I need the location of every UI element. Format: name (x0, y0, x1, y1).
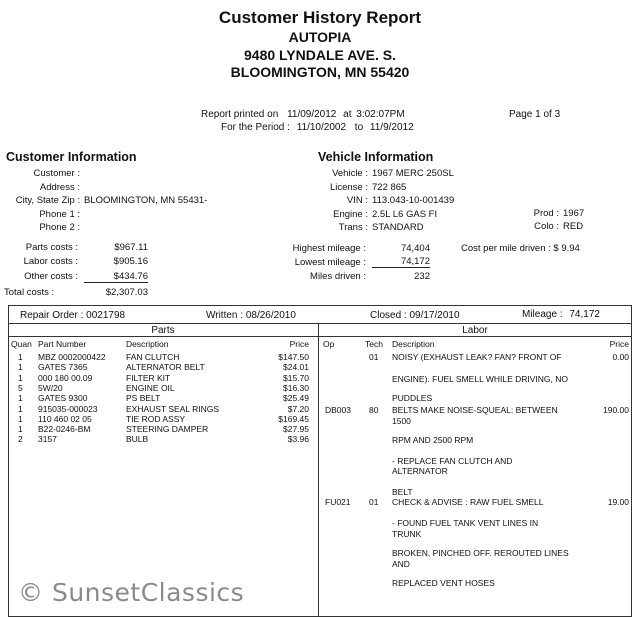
written-date (206, 310, 296, 321)
customer-heading: Customer Information (6, 150, 137, 164)
parts-row-price: $147.50 (278, 352, 309, 362)
col-op: Op (323, 339, 335, 349)
color-value: RED (563, 221, 584, 232)
parts-row-description: ALTERNATOR BELT (126, 362, 205, 373)
parts-row-description: EXHAUST SEAL RINGS (126, 403, 220, 414)
customer-field-label: Customer : (33, 168, 80, 179)
business-name: AUTOPIA (288, 29, 352, 45)
parts-row-quan: 1 (18, 393, 23, 404)
cost-per-mile-label: Cost per mile driven : (461, 243, 551, 254)
highest-mileage-label: Highest mileage : (292, 243, 366, 254)
order-mileage (522, 309, 600, 320)
vehicle-field-value: 1967 MERC 250SL (372, 168, 454, 179)
order-mileage-label: Mileage : (522, 309, 563, 320)
parts-row-part-number: 110 460 02 05 (38, 413, 92, 424)
vehicle-field-value: 722 865 (372, 181, 407, 193)
parts-row-description: ENGINE OIL (126, 382, 175, 393)
parts-row-description: FILTER KIT (126, 372, 171, 383)
period-from: 11/10/2002 (296, 122, 347, 133)
labor-row-description: NOISY (EXHAUST LEAK? FAN? FRONT OF (392, 352, 562, 362)
parts-row-part-number: GATES 7365 (38, 362, 88, 373)
labor-heading: Labor (462, 325, 488, 336)
parts-row-quan: 1 (18, 362, 23, 373)
period-to-word: to (354, 122, 364, 133)
repair-order (20, 310, 125, 321)
parts-row-description: STEERING DAMPER (126, 424, 209, 435)
parts-row-part-number: 5W/20 (38, 382, 63, 393)
period-line (221, 122, 414, 133)
cost-value: $905.16 (113, 256, 148, 267)
labor-row-op: DB003 (325, 405, 351, 415)
labor-row-price: 190.00 (603, 405, 629, 415)
parts-row-part-number: GATES 9300 (38, 393, 88, 404)
parts-row-quan: 1 (18, 372, 23, 383)
parts-row-price: $15.70 (283, 372, 309, 383)
prod-value: 1967 (563, 208, 585, 219)
business-address-line1: 9480 LYNDALE AVE. S. (244, 47, 396, 63)
vehicle-field-label: Vehicle : (332, 168, 368, 179)
printed-label: Report printed on (201, 109, 279, 120)
parts-row-price: $27.95 (283, 424, 309, 435)
labor-row-tech: 80 (369, 405, 379, 415)
vehicle-field-value: STANDARD (372, 222, 424, 233)
labor-row-op: FU021 (325, 497, 351, 507)
parts-heading: Parts (151, 325, 175, 336)
labor-row-description: 1500 (392, 416, 411, 426)
customer-field-value: BLOOMINGTON, MN 55431- (84, 195, 208, 206)
cost-label: Other costs : (24, 271, 78, 282)
parts-row-price: $7.20 (287, 403, 309, 414)
vehicle-field-label: License : (329, 181, 368, 193)
parts-row-description: PS BELT (126, 393, 161, 404)
parts-row-quan: 1 (18, 403, 23, 414)
parts-row-price: $16.30 (283, 382, 309, 393)
vehicle-field-label: VIN : (346, 195, 368, 206)
col-parts-description: Description (126, 339, 169, 349)
customer-field-label: Phone 2 : (39, 222, 80, 233)
labor-row-description: - FOUND FUEL TANK VENT LINES IN (392, 518, 539, 528)
cost-value: $2,307.03 (105, 287, 148, 298)
vehicle-field-label: Engine : (333, 208, 368, 220)
printed-date: 11/09/2012 (287, 109, 337, 120)
parts-row-description: TIE ROD ASSY (126, 413, 186, 424)
labor-row-description: TRUNK (392, 529, 422, 539)
order-mileage-value: 74,172 (569, 309, 600, 320)
parts-row-quan: 1 (18, 352, 23, 362)
printed-line (201, 109, 405, 120)
color-label: Colo : (534, 221, 559, 232)
parts-labor-divider (318, 323, 319, 617)
cost-label: Total costs : (4, 287, 55, 298)
vehicle-heading: Vehicle Information (318, 150, 434, 164)
cost-value: $967.11 (114, 242, 148, 253)
customer-field-label: Address : (39, 181, 80, 193)
labor-row-description: RPM AND 2500 RPM (392, 435, 474, 445)
parts-row-quan: 5 (18, 382, 23, 393)
lowest-mileage-value: 74,172 (372, 256, 430, 268)
labor-row-description: REPLACED VENT HOSES (392, 578, 495, 588)
repair-order-value: 0021798 (86, 310, 126, 321)
highest-mileage-value: 74,404 (400, 243, 430, 254)
col-tech: Tech (365, 339, 383, 349)
labor-row-description: AND (392, 559, 410, 569)
cost-per-mile-value: $ 9.94 (553, 243, 580, 254)
labor-row-description: BELTS MAKE NOISE-SQUEAL: BETWEEN (392, 405, 558, 415)
prod-label: Prod : (533, 208, 559, 219)
parts-row-description: FAN CLUTCH (126, 352, 180, 362)
parts-row-quan: 1 (18, 424, 23, 435)
closed-label: Closed : (370, 310, 407, 321)
labor-row-description: CHECK & ADVISE : RAW FUEL SMELL (392, 497, 544, 507)
vehicle-field-value: 2.5L L6 GAS FI (372, 208, 438, 220)
parts-row-part-number: 915035-000023 (38, 403, 98, 414)
written-label: Written : (206, 310, 244, 321)
labor-row-price: 19.00 (607, 497, 629, 507)
printed-time: 3:02:07PM (356, 109, 405, 120)
business-address-line2: BLOOMINGTON, MN 55420 (230, 64, 410, 80)
written-value: 08/26/2010 (245, 310, 296, 321)
vehicle-field-value: 113.043-10-001439 (372, 195, 455, 206)
repair-order-label: Repair Order : (20, 310, 84, 321)
labor-row-description: ALTERNATOR (392, 466, 448, 476)
col-quan: Quan (11, 339, 32, 349)
col-part-number: Part Number (38, 339, 87, 349)
parts-row-quan: 2 (18, 434, 23, 445)
parts-row-price: $3.96 (287, 434, 309, 445)
labor-row-description: BROKEN, PINCHED OFF. REROUTED LINES (392, 548, 569, 558)
col-labor-description: Description (392, 339, 435, 349)
period-label: For the Period : (221, 122, 290, 133)
cost-per-mile (461, 243, 580, 254)
labor-row-tech: 01 (369, 352, 379, 362)
parts-row-price: $169.45 (278, 413, 309, 424)
col-parts-price: Price (289, 339, 309, 349)
closed-date (370, 310, 460, 321)
report-title: Customer History Report (218, 8, 422, 27)
col-labor-price: Price (609, 339, 629, 349)
printed-at: at (343, 109, 352, 120)
labor-row-description: PUDDLES (392, 393, 433, 403)
parts-row-price: $25.49 (283, 393, 309, 404)
miles-driven-value: 232 (414, 271, 430, 282)
period-to: 11/9/2012 (369, 122, 414, 133)
watermark-text: © SunsetClassics (18, 578, 245, 607)
cost-label: Labor costs : (23, 256, 78, 267)
parts-row-description: BULB (126, 434, 149, 445)
page-indicator: Page 1 of 3 (509, 109, 561, 120)
labor-row-description: ENGINE). FUEL SMELL WHILE DRIVING, NO (392, 374, 569, 384)
labor-row-description: BELT (392, 487, 413, 497)
labor-row-tech: 01 (369, 497, 379, 507)
order-header-divider (8, 323, 632, 324)
parts-row-part-number: B22-0246-BM (38, 424, 91, 435)
cost-label: Parts costs : (25, 242, 78, 253)
parts-row-part-number: MBZ 0002000422 (38, 352, 106, 362)
lowest-mileage-label: Lowest mileage : (294, 257, 366, 268)
customer-field-label: Phone 1 : (39, 208, 80, 220)
customer-field-label: City, State Zip : (15, 195, 80, 206)
miles-driven-label: Miles driven : (310, 271, 366, 282)
vehicle-field-label: Trans : (338, 222, 368, 233)
parts-row-part-number: 3157 (38, 434, 57, 445)
labor-row-price: 0.00 (612, 352, 629, 362)
parts-row-part-number: 000 180 00.09 (38, 372, 93, 383)
labor-row-description: - REPLACE FAN CLUTCH AND (392, 456, 513, 466)
section-heading-divider (8, 336, 632, 337)
parts-row-quan: 1 (18, 413, 23, 424)
cost-value: $434.76 (84, 271, 148, 283)
parts-row-price: $24.01 (283, 362, 309, 373)
closed-value: 09/17/2010 (409, 310, 460, 321)
